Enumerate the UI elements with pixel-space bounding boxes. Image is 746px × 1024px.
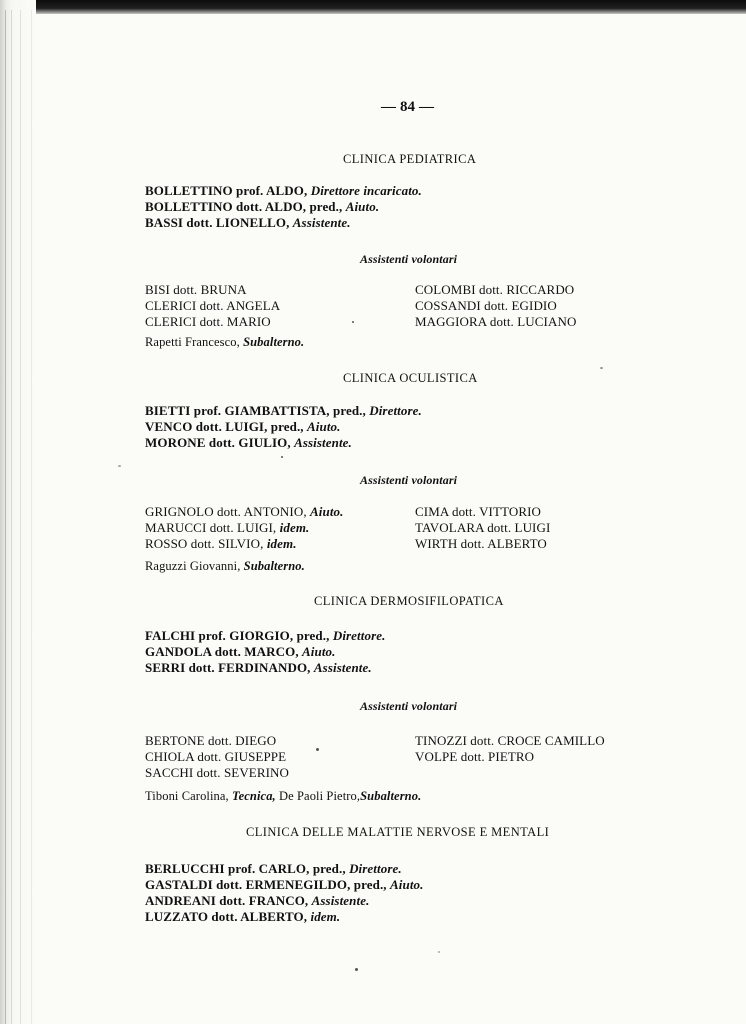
scan-speck: [118, 465, 121, 467]
staff-entry: BERLUCCHI prof. CARLO, pred., Direttore.: [145, 861, 402, 876]
volunteer-entry: CHIOLA dott. GIUSEPPE: [145, 749, 287, 764]
staff-entry: LUZZATO dott. ALBERTO, idem.: [145, 909, 341, 924]
scan-top-edge: [0, 0, 746, 14]
staff-entry: GANDOLA dott. MARCO, Aiuto.: [145, 644, 336, 659]
scan-speck: [281, 456, 283, 458]
volunteer-entry: MARUCCI dott. LUIGI, idem.: [145, 520, 310, 535]
staff-entry: GASTALDI dott. ERMENEGILDO, pred., Aiuto.: [145, 877, 424, 892]
page-number: — 84 —: [381, 99, 435, 115]
volunteers-heading: Assistenti volontari: [360, 252, 458, 266]
section-title-malattie-nervose: CLINICA DELLE MALATTIE NERVOSE E MENTALI: [246, 825, 550, 839]
staff-entry: ANDREANI dott. FRANCO, Assistente.: [145, 893, 370, 908]
section-title-pediatrica: CLINICA PEDIATRICA: [343, 152, 477, 166]
scan-binding-edge: [0, 0, 36, 1024]
volunteer-entry: TAVOLARA dott. LUIGI: [415, 520, 551, 535]
staff-entry: SERRI dott. FERDINANDO, Assistente.: [145, 660, 372, 675]
volunteer-entry: COSSANDI dott. EGIDIO: [415, 298, 557, 313]
volunteer-entry: SACCHI dott. SEVERINO: [145, 765, 290, 780]
volunteer-entry: TINOZZI dott. CROCE CAMILLO: [415, 733, 605, 748]
volunteer-entry: BERTONE dott. DIEGO: [145, 733, 277, 748]
staff-entry: VENCO dott. LUIGI, pred., Aiuto.: [145, 419, 341, 434]
staff-entry: FALCHI prof. GIORGIO, pred., Direttore.: [145, 628, 386, 643]
tecnica-subalterno-entry: Tiboni Carolina, Tecnica, De Paoli Pietro,Subalterno.: [145, 789, 422, 803]
scan-speck: [600, 367, 603, 369]
volunteer-entry: MAGGIORA dott. LUCIANO: [415, 314, 577, 329]
volunteers-heading: Assistenti volontari: [360, 699, 458, 713]
staff-entry: BOLLETTINO dott. ALDO, pred., Aiuto.: [145, 199, 380, 214]
volunteer-entry: CLERICI dott. MARIO: [145, 314, 271, 329]
scan-speck: [355, 968, 358, 971]
subalterno-entry: Rapetti Francesco, Subalterno.: [145, 335, 305, 349]
scan-speck: [438, 951, 440, 953]
scan-speck: [352, 321, 354, 323]
section-title-dermosifilopatica: CLINICA DERMOSIFILOPATICA: [314, 594, 504, 608]
volunteer-entry: VOLPE dott. PIETRO: [415, 749, 535, 764]
volunteer-entry: COLOMBI dott. RICCARDO: [415, 282, 575, 297]
volunteer-entry: CLERICI dott. ANGELA: [145, 298, 281, 313]
volunteer-entry: CIMA dott. VITTORIO: [415, 504, 542, 519]
volunteer-entry: GRIGNOLO dott. ANTONIO, Aiuto.: [145, 504, 344, 519]
volunteer-entry: ROSSO dott. SILVIO, idem.: [145, 536, 297, 551]
staff-entry: BOLLETTINO prof. ALDO, Direttore incaricato.: [145, 183, 422, 198]
volunteer-entry: BISI dott. BRUNA: [145, 282, 247, 297]
staff-entry: BIETTI prof. GIAMBATTISTA, pred., Direttore.: [145, 403, 422, 418]
section-title-oculistica: CLINICA OCULISTICA: [343, 371, 478, 385]
staff-entry: BASSI dott. LIONELLO, Assistente.: [145, 215, 351, 230]
volunteer-entry: WIRTH dott. ALBERTO: [415, 536, 547, 551]
scan-speck: [316, 748, 319, 751]
staff-entry: MORONE dott. GIULIO, Assistente.: [145, 435, 352, 450]
subalterno-entry: Raguzzi Giovanni, Subalterno.: [145, 559, 305, 573]
volunteers-heading: Assistenti volontari: [360, 473, 458, 487]
